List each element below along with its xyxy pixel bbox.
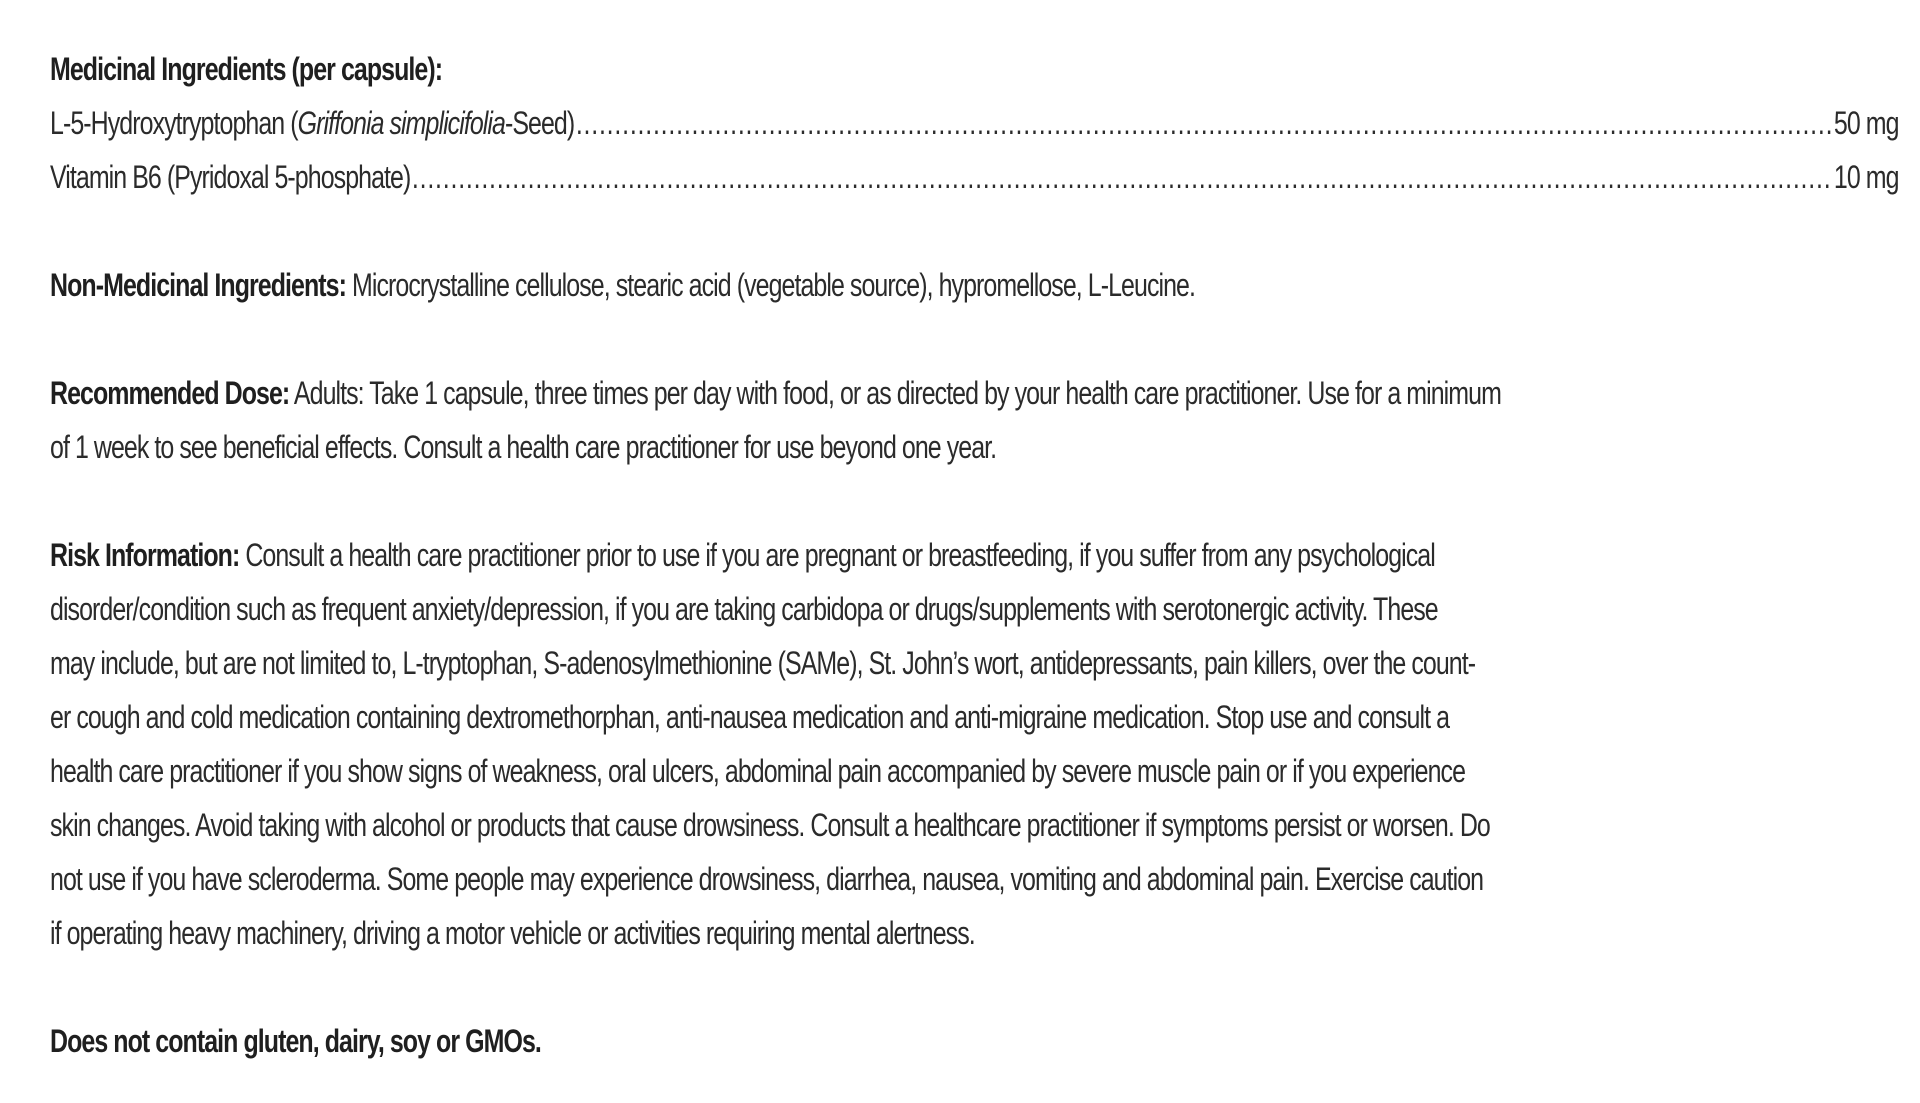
ingredient-name: L-5-Hydroxytryptophan (Griffonia simplicifolia-Seed) [50, 105, 575, 141]
risk-line: not use if you have scleroderma. Some people may experience drowsiness, diarrhea, nausea, vomiting and abdominal pain. Exercise caution [50, 861, 1484, 897]
dot-leader [576, 96, 1833, 150]
risk-line: Risk Information: Consult a health care practitioner prior to use if you are pregnant or breastfeeding, if you suffer from any psychological [50, 537, 1435, 573]
risk-line: er cough and cold medication containing dextromethorphan, anti-nausea medication and anti-migraine medication. Stop use and consult a [50, 699, 1450, 735]
risk-information-section [50, 528, 1880, 960]
ingredient-row-5htp [50, 96, 1899, 150]
dose-heading: Recommended Dose: [50, 375, 290, 411]
dot-leader [412, 150, 1832, 204]
allergen-statement: Does not contain gluten, dairy, soy or GMOs. [50, 1023, 541, 1059]
recommended-dose-section [50, 366, 1880, 474]
risk-heading: Risk Information: [50, 537, 240, 573]
non-medicinal-text: Microcrystalline cellulose, stearic acid (vegetable source), hypromellose, L-Leucine. [346, 267, 1196, 303]
ingredient-row-vitamin-b6 [50, 150, 1899, 204]
dose-line: Recommended Dose: Adults: Take 1 capsule, three times per day with food, or as directed by your health care practitioner. Use for a minimum [50, 375, 1501, 411]
risk-line: disorder/condition such as frequent anxiety/depression, if you are taking carbidopa or drugs/supplements with serotonergic activity. These [50, 591, 1438, 627]
risk-line: may include, but are not limited to, L-tryptophan, S-adenosylmethionine (SAMe), St. John’s wort, antidepressants, pain killers, over the count- [50, 645, 1476, 681]
ingredient-name: Vitamin B6 (Pyridoxal 5-phosphate) [50, 159, 411, 195]
medicinal-ingredients-heading: Medicinal Ingredients (per capsule): [50, 51, 443, 87]
non-medicinal-ingredients [50, 258, 1477, 312]
risk-line: if operating heavy machinery, driving a motor vehicle or activities requiring mental alertness. [50, 915, 975, 951]
ingredient-amount: 50 mg [1833, 105, 1899, 141]
non-medicinal-heading: Non-Medicinal Ingredients: [50, 267, 347, 303]
dose-line: of 1 week to see beneficial effects. Consult a health care practitioner for use beyond one year. [50, 429, 997, 465]
ingredient-amount: 10 mg [1833, 159, 1899, 195]
risk-line: health care practitioner if you show signs of weakness, oral ulcers, abdominal pain accompanied by severe muscle pain or if you experience [50, 753, 1466, 789]
product-label-text [50, 42, 1899, 1068]
risk-line: skin changes. Avoid taking with alcohol or products that cause drowsiness. Consult a healthcare practitioner if symptoms persist or worsen. Do [50, 807, 1490, 843]
